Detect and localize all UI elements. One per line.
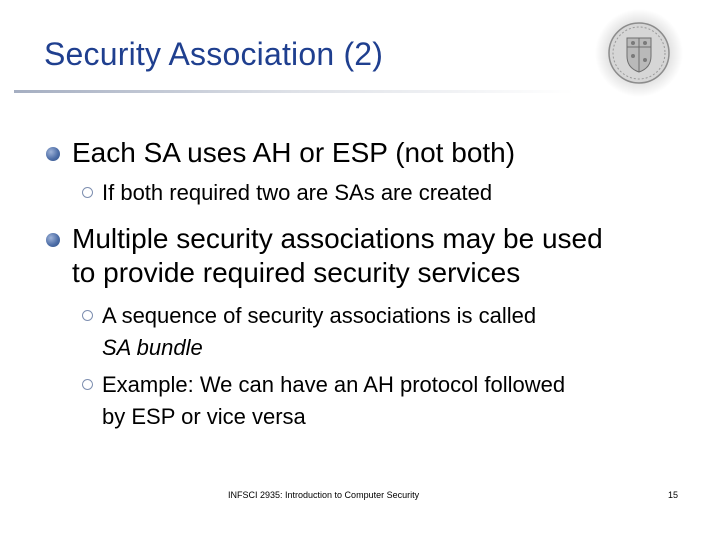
university-seal-icon [594,8,684,98]
bullet-2-sub-2-line-2: by ESP or vice versa [102,404,306,429]
title-underline [14,90,574,93]
footer-course: INFSCI 2935: Introduction to Computer Security [228,490,420,500]
bullet-2-sub-1-line-2: SA bundle [102,335,203,360]
bullet-dot-icon [46,147,60,161]
bullet-1-sub-1-text: If both required two are SAs are created [102,180,493,205]
bullet-2-sub-2-line-1: Example: We can have an AH protocol followed [102,372,566,397]
bullet-2-line-1: Multiple security associations may be used [72,223,603,254]
bullet-dot-icon [46,233,60,247]
bullet-2-sub-1-line-1: A sequence of security associations is called [102,303,537,328]
bullet-2-line-2: to provide required security services [72,257,521,288]
sub-bullet-ring-icon [82,187,93,198]
slide-title: Security Association (2) [44,36,384,72]
footer-page-number: 15 [668,490,679,500]
sub-bullet-ring-icon [82,310,93,321]
sub-bullet-ring-icon [82,379,93,390]
bullet-1-text: Each SA uses AH or ESP (not both) [72,137,516,168]
